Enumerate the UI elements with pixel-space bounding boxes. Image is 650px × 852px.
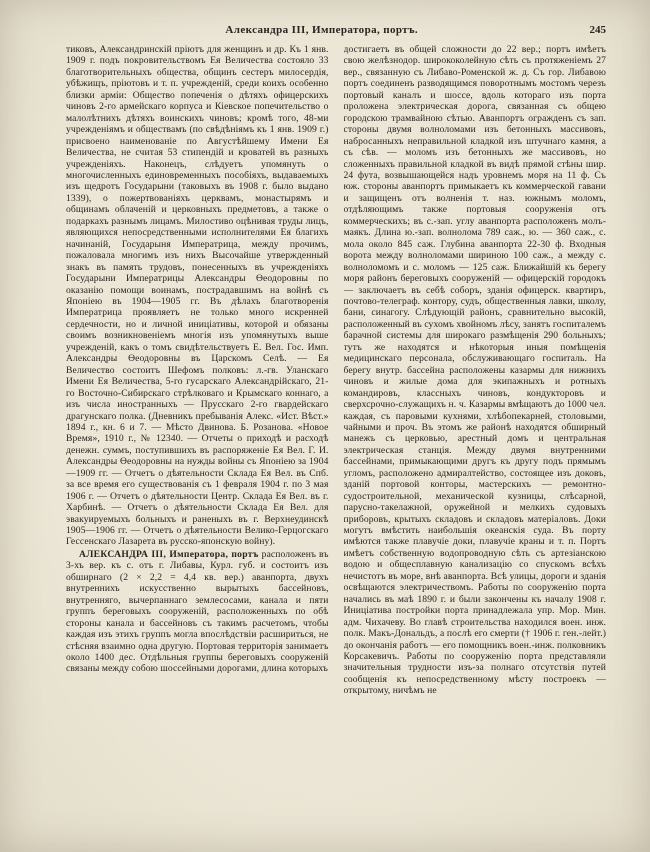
right-column bbox=[344, 44, 607, 844]
left-column-continuation-paragraph: тиковъ, Александринскій пріютъ для женщинъ и др. Къ 1 янв. 1909 г. подъ покровительствомъ Ея Величества состояло 33 благотворительныхъ общества, общинъ сестеръ милосердія, убѣжищъ, пріютовъ и т. п. учрежденій, среди коихъ особенно близки арміи: Общество попеченія о дѣтяхъ офицерскихъ чиновъ 2-го армейскаго корпуса и Кіевское попечительство о малолѣтнихъ дѣтяхъ воинскихъ чиновъ; кромѣ того, 48-ми учрежденіямъ и обществамъ (по свѣдѣніямъ къ 1 янв. 1909 г.) присвоено наименованіе по Августѣйшему Имени Ея Величества, не считая 53 стипендій и кроватей въ разныхъ учрежденіяхъ. Наконецъ, слѣдуетъ упомянуть о многочисленныхъ единовременныхъ пособіяхъ, выдаваемыхъ изъ щедротъ Государыни (таковыхъ въ 1908 г. было выдано 1339), о пожертвованіяхъ церквамъ, монастырямъ и общинамъ облаченій и церковныхъ предметовъ, а также о подаркахъ разнымъ лицамъ. Милостиво оцѣнивая труды лицъ, являющихся непосредственными исполнителями Ея благихъ начинаній, Государыня Императрица, между прочимъ, пожаловала многимъ изъ нихъ Высочайше утвержденный знакъ въ память трудовъ, понесенныхъ въ учрежденіяхъ Государыни Императрицы Александры Ѳеодоровны по оказанію помощи воинамъ, пострадавшимъ на войнѣ съ Японіею въ 1904—1905 гг. Въ дѣлахъ благотворенія Императрица проявляетъ не только много искренней сердечности, но и личной иниціативы, которой и обязаны своимъ возникновеніемъ многія изъ упомянутыхъ выше учрежденій, какъ о томъ свидѣтельствуетъ Е. Вел. Гос. Имп. Александры Ѳеодоровны въ Царскомъ Селѣ. — Ея Величество состоитъ Шефомъ полковъ: л.-гв. Уланскаго Имени Ея Величества, 5-го гусарскаго Александрійскаго, 21-го Восточно-Сибирскаго стрѣлковаго и Крымскаго коннаго, а изъ числа иностранныхъ — Прусскаго 2-го гвардейскаго драгунскаго полка. (Дневникъ пребыванія Алекс. «Ист. Вѣст.» 1894 г., кн. 6 и 7. — Мѣсто Двинова. Б. Розанова. «Новое Время», 1910 г., № 12340. — Отчеты о приходѣ и расходѣ денежн. суммъ, поступившихъ въ распоряженіе Ея Вел. Г. И. Александры Ѳеодоровны на нужды войны съ Японіею за 1904—1909 гг. — Отчетъ о дѣятельности Склада Ея Вел. въ Спб. за все время его существованія съ 1 февраля 1904 г. по 3 мая 1906 г. — Отчетъ о дѣятельности Центр. Склада Ея Вел. въ г. Харбинѣ. — Отчетъ о дѣятельности Склада Ея Вел. для эвакуируемыхъ больныхъ и раненыхъ въ г. Верхнеудинскѣ 1905—1906 гг. — Отчетъ о дѣятельности Велико-Герцогскаго Гессенскаго Лазарета въ русско-японскую войну). bbox=[66, 44, 329, 548]
article-heading: АЛЕКСАНДРА III, Императора, портъ bbox=[79, 548, 259, 560]
page-number: 245 bbox=[589, 24, 606, 36]
article-start-paragraph bbox=[66, 549, 329, 675]
page-header bbox=[66, 24, 606, 36]
right-column-paragraph: достигаетъ въ общей сложности до 22 вер.; портъ имѣетъ свою желѣзнодор. ширококолейную сѣть съ протяженіемъ 27 вер., связанную съ Либаво-Роменской ж. д. Съ гор. Либавою портъ соединенъ разводящимся поворотнымъ мостомъ черезъ портовый каналъ и шоссе, вдоль котораго изъ порта проложена электрическая дорога, связанная съ общею городскою трамвайною сѣтью. Аванпортъ огражденъ съ зап. стороны двумя волноломами изъ бетонныхъ массивовъ, набросанныхъ неправильной кладкой изъ штучнаго камня, а съ сѣв. — моломъ изъ бетонныхъ же массивовъ, но сложенныхъ правильной кладкой въ видѣ прямой стѣны шир. 24 фута, возвышающейся надъ уровнемъ моря на 11 ф. Съ юж. стороны аванпортъ примыкаетъ къ коммерческой гавани и защищенъ отъ волненія т. наз. южнымъ моломъ, отдѣляющимъ также портовыя сооруженія отъ коммерческихъ; въ с.-зап. углу аванпорта расположенъ молъ-маякъ. Длина ю.-зап. волнолома 789 саж., ю. — 360 саж., с. мола около 845 саж. Глубина аванпорта 22-30 ф. Входныя ворота между волноломами шириною 100 саж., а между с. волноломомъ и с. моломъ — 125 саж. Ближайшій къ берегу моря районъ береговыхъ сооруженій — офицерскій городокъ — заключаетъ въ себѣ соборъ, зданія офицерск. квартиръ, почтово-телеграф. контору, судъ, общественныя лавки, школу, бани, синагогу. Слѣдующій районъ, сравнительно высокій, расположенный въ сухомъ хвойномъ лѣсу, занятъ госпиталемъ барачной системы для широкаго размѣщенія 290 больныхъ; тутъ же находятся и нѣкоторыя иныя помѣщенія медицинскаго персонала, обслуживающаго госпиталь. На берегу внутр. бассейна расположены казармы для нижнихъ чиновъ и жилые дома для экипажныхъ и ротныхъ командировъ, классныхъ чиновъ, кондукторовъ и сверхсрочно-служащихъ н. ч. Казармы вмѣщаютъ до 1000 чел. каждая, съ паровыми кухнями, хлѣбопекарней, столовыми, чайными и проч. Въ этомъ же районѣ находятся обширный манежъ съ церковью, арестный домъ и центральная электрическая станція. Между двумя внутренними бассейнами, примыкающими другъ къ другу подъ прямымъ угломъ, расположено адмиралтейство, состоящее изъ доковъ, зданій портовой конторы, мастерскихъ — ремонтно-судостроительной, механической кузницы, слѣсарной, парусно-такелажной, оружейной и мелкихъ судовыхъ приборовъ, крытыхъ складовъ и складовъ матеріаловъ. Доки могутъ вмѣстить наибольшія океанскія суда. Въ порту имѣются также плавучіе доки, плавучіе краны и т. п. Портъ имѣетъ собственную водопроводную сѣть съ артезіанскою водою и общесплавную канализацію со спускомъ всѣхъ нечистотъ въ море, внѣ аванпорта. Всѣ улицы, дороги и зданія освѣщаются электричествомъ. Работы по сооруженію порта начались въ маѣ 1890 г. и были закончены къ началу 1908 г. Иниціатива постройки порта принадлежала упр. Мор. Мин. адм. Чихачеву. Во главѣ строительства находился воен. инж. полк. Макъ-Дональдъ, а послѣ его смерти († 1906 г. ген.-лейт.) до окончанія работъ — его помощникъ воен.-инж. полковникъ Корсакевичъ. Работы по сооруженію порта представляли значительныя трудности изъ-за полнаго отсутствія путей сообщенія къ непосредственному мѣсту построекъ — открытому, ничѣмъ не bbox=[343, 44, 606, 697]
running-title: Александра III, Императора, портъ. bbox=[225, 24, 419, 36]
article-lead-text: расположенъ въ 3-хъ вер. къ с. отъ г. Либавы, Курл. губ. и состоитъ изъ обширнаго (2 × 2,2 = 4,4 кв. вер.) аванпорта, двухъ внутреннихъ искусственно вырытыхъ бассейновъ, внутренняго, вычерпаннаго землесосами, канала и пяти группъ береговыхъ сооруженій, расположенныхъ по обѣ стороны канала и бассейновъ съ такимъ расчетомъ, чтобы каждая изъ этихъ группъ могла впослѣдствіи расшириться, не стѣсняя взаимно одна другую. Портовая территорія занимаетъ около 1400 дес. Отдѣльныя группы береговыхъ сооруженій связаны между собою шоссейными дорогами, длина которыхъ bbox=[66, 548, 329, 675]
text-columns bbox=[66, 44, 606, 844]
left-column bbox=[66, 44, 329, 844]
